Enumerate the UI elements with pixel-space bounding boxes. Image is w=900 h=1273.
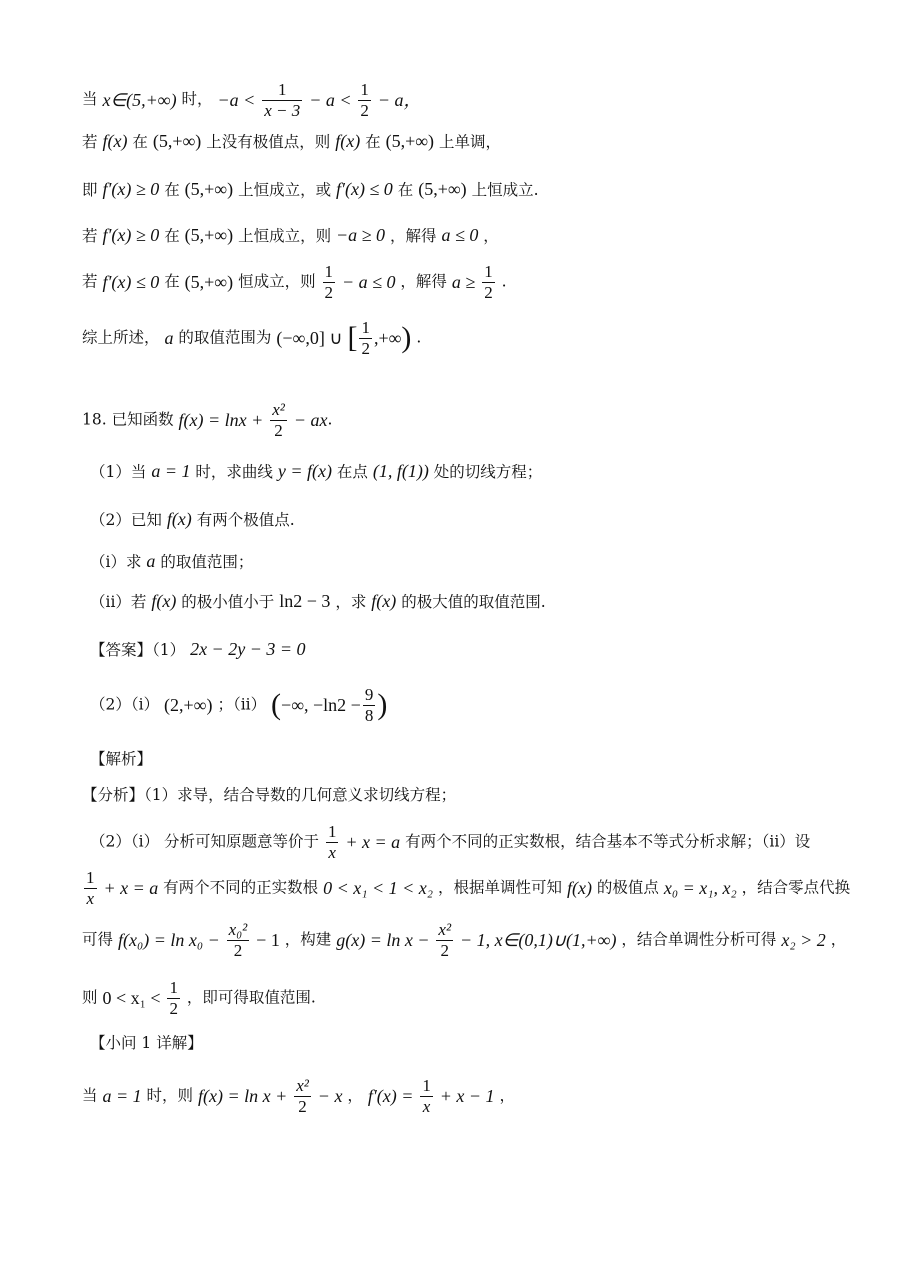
text: ，求 [335, 593, 367, 611]
text: ，解得 [389, 227, 437, 245]
text: 综上所述， [82, 328, 160, 347]
text: 即 [82, 181, 98, 199]
fraction [84, 868, 97, 908]
fraction [358, 80, 371, 120]
text: 的极大值的取值范围. [401, 593, 546, 611]
math: f′(x) ≤ 0 [336, 179, 393, 199]
text: （2）（i） [90, 695, 160, 714]
math: (5,+∞) [152, 131, 202, 151]
numerator: 9 [364, 685, 374, 704]
text: 的极值点 [596, 878, 659, 897]
text: . [501, 272, 507, 291]
math: ,+∞ [373, 328, 402, 349]
numerator: 1 [360, 80, 369, 99]
denominator: 2 [361, 338, 370, 358]
fraction [420, 1076, 433, 1116]
denominator: 2 [360, 100, 369, 120]
text: 若 [82, 272, 98, 291]
math: 0 < x₁ < 1 < x₂ [323, 878, 434, 899]
text: ，根据单调性可知 [438, 878, 563, 897]
denominator: 2 [274, 420, 283, 440]
math: + x = a [345, 832, 401, 853]
text: 有两个极值点. [196, 511, 295, 529]
text: 上恒成立，或 [238, 181, 332, 199]
fraction [227, 920, 250, 960]
fraction [294, 1076, 311, 1116]
text: 若 [82, 133, 98, 151]
text: ，构建 [284, 930, 332, 949]
text-line [82, 318, 421, 358]
math: − a ≤ 0 [341, 272, 396, 293]
denominator: x − 3 [264, 100, 301, 120]
math: (5,+∞) [385, 131, 435, 151]
math: f(x) [566, 878, 592, 899]
text: 的取值范围； [160, 553, 254, 571]
math: − 1, x∈(0,1)∪(1,+∞) [460, 930, 617, 951]
text: 上单调， [439, 133, 502, 151]
left-paren: ( [271, 688, 282, 722]
math: 2x − 2y − 3 = 0 [190, 639, 306, 659]
text: 上没有极值点，则 [206, 133, 331, 151]
analysis-line [82, 920, 846, 960]
denominator: 2 [169, 998, 178, 1018]
numerator: 1 [484, 262, 493, 281]
fraction [167, 978, 180, 1018]
denominator: x [422, 1096, 431, 1116]
fraction [482, 262, 495, 302]
text: 在 [164, 227, 180, 245]
analysis-line [82, 868, 850, 908]
math: f(x) [166, 509, 192, 529]
math: f(x) = ln x + [198, 1086, 288, 1107]
text: 在 [365, 133, 381, 151]
text: 【解析】 [90, 750, 153, 768]
left-bracket: [ [347, 321, 358, 355]
math: − a， [377, 90, 422, 111]
text-line [82, 180, 539, 199]
fraction [363, 685, 376, 725]
text: 可得 [82, 930, 114, 949]
text: 在 [164, 181, 180, 199]
text: （1）当 [90, 463, 147, 481]
math: f′(x) ≥ 0 [102, 225, 160, 245]
text: ， [347, 1086, 363, 1105]
denominator: x [86, 888, 95, 908]
text: 的极小值小于 [181, 593, 275, 611]
fraction [436, 920, 453, 960]
math: a [146, 551, 156, 571]
text: 在点 [336, 463, 368, 481]
text: 【分析】（1）求导，结合导数的几何意义求切线方程； [82, 786, 457, 804]
text: 时，求曲线 [195, 463, 273, 481]
text: ，结合零点代换 [741, 878, 851, 897]
math: f(x₀) = ln x₀ − [117, 930, 220, 951]
math: − a < [309, 90, 352, 111]
math: (1, f(1)) [372, 461, 429, 481]
math: (5,+∞) [184, 179, 234, 199]
fraction [323, 262, 336, 302]
fraction [270, 400, 287, 440]
fraction [359, 318, 372, 358]
text: 恒成立，则 [238, 272, 316, 291]
denominator: 2 [440, 940, 449, 960]
text: 若 [82, 227, 98, 245]
text: ；（ii） [217, 695, 267, 714]
analysis-line [82, 978, 316, 1018]
math: f(x) [151, 591, 177, 611]
denominator: 2 [484, 282, 493, 302]
text: 有两个不同的正实数根 [163, 878, 319, 897]
math: a ≥ [451, 272, 476, 293]
text: ，即可得取值范围. [186, 988, 316, 1007]
text: 有两个不同的正实数根，结合基本不等式分析求解；（ii）设 [405, 832, 811, 851]
text: 当 [82, 90, 98, 109]
text: ， [499, 1086, 516, 1105]
text: ， [830, 930, 847, 949]
text: ， [483, 227, 499, 245]
question-18: 18. 已知函数 f(x) = lnx + $\frac{\text{x²}}{2}$ − ax. [82, 400, 333, 440]
text: （2）已知 [90, 511, 162, 529]
text: （ii）若 [90, 593, 147, 611]
math: a = 1 [102, 1086, 142, 1107]
numerator: 1 [262, 80, 302, 101]
math: f(x) = lnx + [178, 410, 264, 431]
math: x₂ > 2 [781, 930, 826, 951]
numerator: x₀² [228, 920, 248, 939]
math: x∈(5,+∞) [102, 90, 177, 111]
numerator: 1 [422, 1076, 431, 1095]
text: ，解得 [400, 272, 447, 291]
denominator: 2 [233, 940, 243, 960]
math: − ax [293, 410, 328, 431]
math: f(x) [371, 591, 397, 611]
math: (2,+∞) [164, 695, 213, 716]
text: 时， [181, 90, 213, 109]
sub-question-heading [90, 1036, 203, 1052]
math: f(x) [335, 131, 361, 151]
numerator: 1 [169, 978, 178, 997]
question-number: 18. 已知函数 [82, 410, 174, 429]
numerator: x² [272, 400, 285, 419]
text: 时，则 [146, 1086, 194, 1105]
analysis-heading [90, 752, 152, 768]
question-18-part-2ii [90, 592, 546, 611]
text: 在 [132, 133, 148, 151]
numerator: 1 [361, 318, 370, 337]
fraction [262, 80, 302, 120]
text-line [82, 80, 422, 120]
text: 上恒成立，则 [238, 227, 332, 245]
text: 在 [164, 272, 180, 291]
numerator: 1 [324, 262, 334, 281]
text: 则 [82, 988, 98, 1007]
math: − 1 [256, 930, 280, 951]
math: 0 < x₁ < [102, 988, 161, 1009]
answer-part-1 [90, 640, 305, 659]
right-paren: ) [377, 688, 388, 722]
text: . [416, 328, 422, 347]
text: 【小问 1 详解】 [90, 1034, 203, 1052]
numerator: 1 [86, 868, 95, 887]
denominator: 2 [324, 282, 334, 302]
math: ln2 − 3 [279, 591, 331, 611]
solution-line [82, 1076, 515, 1116]
math: −a ≥ 0 [336, 225, 386, 245]
math: + x − 1 [439, 1086, 495, 1107]
math: a ≤ 0 [441, 225, 479, 245]
numerator: 1 [327, 822, 337, 841]
denominator: 2 [298, 1096, 307, 1116]
math: −∞, −ln2 − [281, 695, 361, 716]
text: 当 [82, 1086, 98, 1105]
analysis-line [90, 822, 810, 862]
text: 的取值范围为 [178, 328, 272, 347]
text: （i）求 [90, 553, 142, 571]
math: f′(x) = [367, 1086, 414, 1107]
math: (5,+∞) [184, 225, 234, 245]
math: g(x) = ln x − [336, 930, 430, 951]
math: a [164, 328, 174, 349]
question-18-part-1 [90, 462, 542, 481]
denominator: x [328, 842, 336, 862]
question-18-part-2i [90, 552, 253, 571]
analysis-line [82, 788, 456, 804]
denominator: 8 [364, 705, 374, 725]
answer-part-2 [90, 685, 387, 725]
text: ，结合单调性分析可得 [621, 930, 777, 949]
text: 处的切线方程； [433, 463, 543, 481]
numerator: x² [296, 1076, 309, 1095]
math: − x [317, 1086, 343, 1107]
math: f′(x) ≤ 0 [102, 272, 160, 293]
fraction [326, 822, 339, 862]
math: (5,+∞) [418, 179, 467, 199]
numerator: x² [438, 920, 452, 939]
text-line [82, 262, 507, 302]
text: （2）（i） 分析可知原题意等价于 [90, 832, 319, 851]
math: f(x) [102, 131, 128, 151]
text: 上恒成立. [471, 181, 539, 199]
math: y = f(x) [277, 461, 332, 481]
text: 在 [397, 181, 414, 199]
right-paren: ) [401, 321, 412, 355]
math: a = 1 [151, 461, 191, 481]
question-18-part-2 [90, 510, 295, 529]
math: f′(x) ≥ 0 [102, 179, 160, 199]
text-line [82, 132, 501, 151]
math: x₀ = x₁, x₂ [663, 878, 737, 899]
answer-label: 【答案】（1） [90, 641, 186, 659]
text-line [82, 226, 499, 245]
math: −a < [217, 90, 256, 111]
math: (5,+∞) [184, 272, 234, 293]
math: (−∞,0] ∪ [276, 328, 343, 349]
math: + x = a [103, 878, 159, 899]
